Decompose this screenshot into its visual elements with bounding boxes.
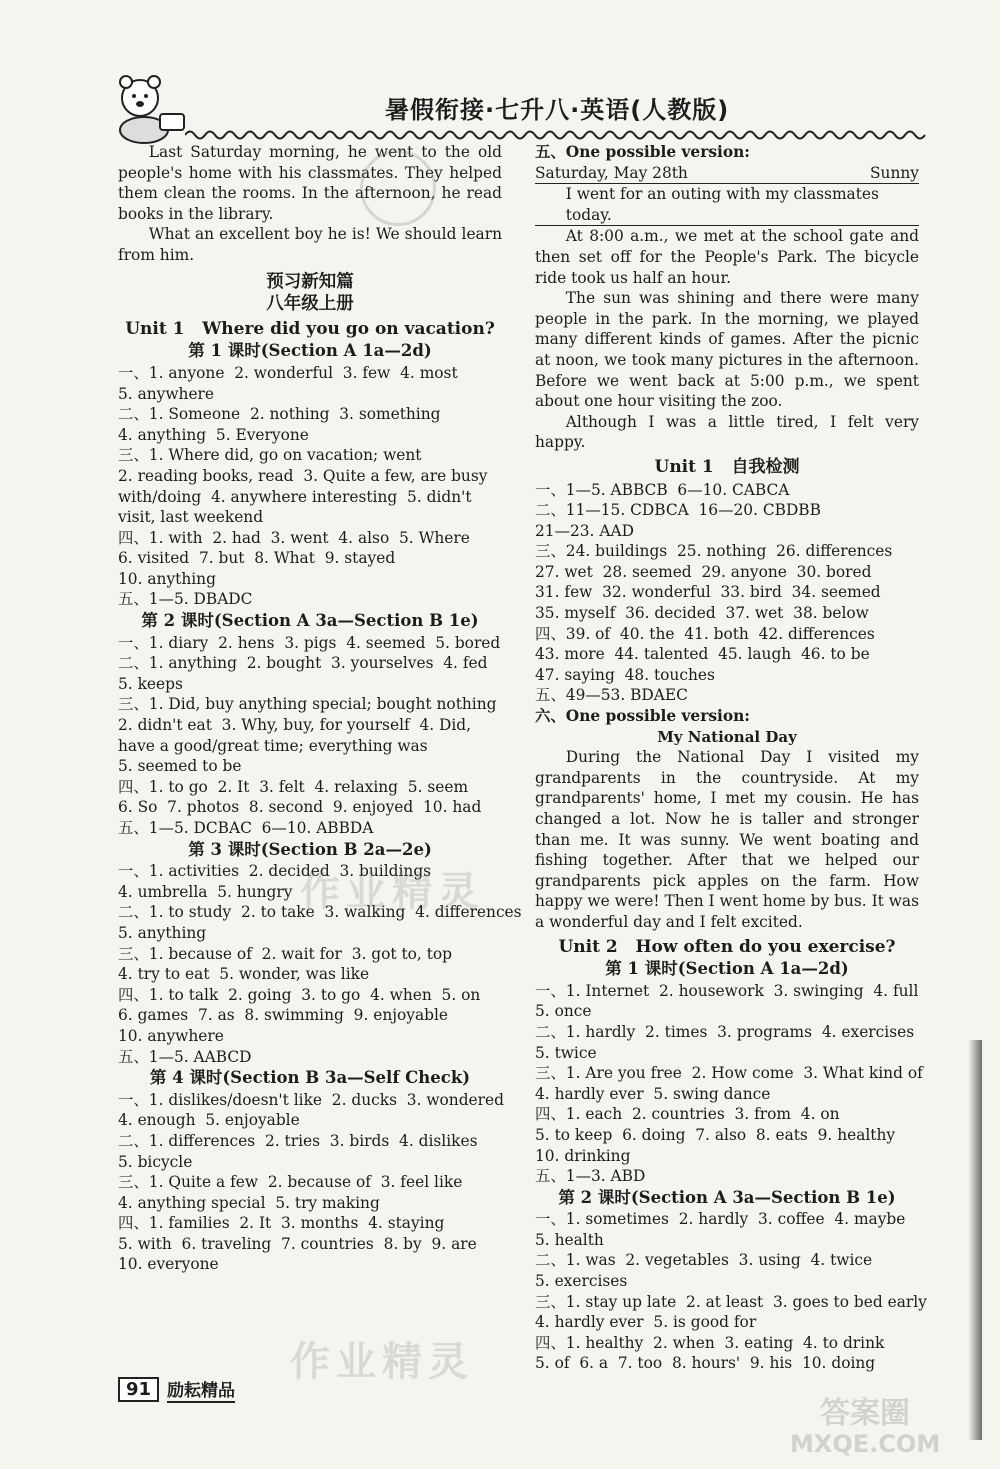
answer-line: 四、1. to go 2. It 3. felt 4. relaxing 5. seem bbox=[118, 777, 469, 796]
answer-line: 5. health bbox=[535, 1230, 604, 1249]
diary-paragraph: Although I was a little tired, I felt very happy. bbox=[535, 412, 919, 452]
answer-line: 二、1. was 2. vegetables 3. using 4. twice bbox=[535, 1251, 873, 1270]
answer-line: 三、1. stay up late 2. at least 3. goes to bed early bbox=[535, 1292, 927, 1311]
answer-line: 三、1. because of 2. wait for 3. got to, top bbox=[118, 944, 453, 963]
answer-line: 10. anything bbox=[118, 569, 216, 588]
answer-line: 一、1. Internet 2. housework 3. swinging 4. full bbox=[535, 981, 919, 1000]
answer-line: 三、1. Quite a few 2. because of 3. feel like bbox=[118, 1173, 463, 1192]
answer-line: 四、1. each 2. countries 3. from 4. on bbox=[535, 1105, 840, 1124]
passage-paragraph: Last Saturday morning, he went to the old people's home with his classmates. They helped them clean the rooms. In the afternoon, he read books in the library. bbox=[118, 143, 502, 223]
lesson4-title: 第 4 课时(Section B 3a—Self Check) bbox=[149, 1068, 471, 1088]
answer-line: 一、1. sometimes 2. hardly 3. coffee 4. maybe bbox=[535, 1210, 906, 1229]
page-spine-shadow bbox=[968, 1040, 982, 1440]
answer-line: 4. anything special 5. try making bbox=[118, 1193, 380, 1212]
answer-line: 4. umbrella 5. hungry bbox=[118, 882, 293, 901]
url-watermark: MXQE.COM bbox=[790, 1430, 941, 1458]
answer-line: 5. once bbox=[535, 1002, 592, 1021]
page-header bbox=[100, 60, 930, 150]
answer-line: 5. seemed to be bbox=[118, 757, 242, 776]
answer-line: 二、1. hardly 2. times 3. programs 4. exercises bbox=[535, 1022, 915, 1041]
essay-title: My National Day bbox=[657, 727, 797, 746]
bear-mascot-icon bbox=[110, 68, 190, 148]
answer-line: 三、1. Did, buy anything special; bought nothing bbox=[118, 695, 497, 714]
answer-line: 4. try to eat 5. wonder, was like bbox=[118, 965, 370, 984]
answer-line: 三、24. buildings 25. nothing 26. differences bbox=[535, 542, 893, 561]
diary-date-row bbox=[535, 163, 919, 185]
answer-line: 6. visited 7. but 8. What 9. stayed bbox=[118, 549, 396, 568]
answer-line: 4. hardly ever 5. is good for bbox=[535, 1313, 757, 1332]
selfcheck-title: Unit 1 自我检测 bbox=[654, 456, 800, 477]
answer-line: 27. wet 28. seemed 29. anyone 30. bored bbox=[535, 562, 872, 581]
lesson1-title: 第 1 课时(Section A 1a—2d) bbox=[188, 341, 432, 361]
answer-line: 四、1. to talk 2. going 3. to go 4. when 5. on bbox=[118, 985, 481, 1004]
part6-title: 六、One possible version: bbox=[535, 707, 750, 726]
lesson3-title: 第 3 课时(Section B 2a—2e) bbox=[188, 839, 432, 859]
diary-weather: Sunny bbox=[870, 163, 919, 182]
answer-line: 一、1. dislikes/doesn't like 2. ducks 3. wondered bbox=[118, 1090, 504, 1109]
diary-first-line: I went for an outing with my classmates today. bbox=[535, 184, 919, 226]
answer-line: 5. keeps bbox=[118, 674, 183, 693]
answer-line: 2. didn't eat 3. Why, buy, for yourself 4. Did, bbox=[118, 716, 472, 735]
answer-line: 10. drinking bbox=[535, 1146, 631, 1165]
u2-lesson1-title: 第 1 课时(Section A 1a—2d) bbox=[605, 959, 849, 979]
answer-line: 31. few 32. wonderful 33. bird 34. seemed bbox=[535, 583, 881, 602]
answer-line: 三、1. Are you free 2. How come 3. What kind of bbox=[535, 1064, 923, 1083]
stamp-watermark bbox=[360, 150, 436, 226]
bottom-watermark: 作业精灵 bbox=[290, 1339, 474, 1385]
answer-line: 4. hardly ever 5. swing dance bbox=[535, 1084, 771, 1103]
answer-line: with/doing 4. anywhere interesting 5. didn't bbox=[118, 487, 472, 506]
answer-line: 35. myself 36. decided 37. wet 38. below bbox=[535, 604, 869, 623]
section-title: 预习新知篇 bbox=[266, 271, 354, 292]
page-footer bbox=[118, 1372, 235, 1406]
answer-line: 一、1. diary 2. hens 3. pigs 4. seemed 5. bored bbox=[118, 633, 501, 652]
answer-line: 四、1. healthy 2. when 3. eating 4. to drink bbox=[535, 1333, 885, 1352]
answer-line: 5. anywhere bbox=[118, 384, 215, 403]
center-watermark: 作业精灵 bbox=[300, 869, 484, 915]
answer-line: have a good/great time; everything was bbox=[118, 736, 428, 755]
answer-line: 四、1. with 2. had 3. went 4. also 5. Where bbox=[118, 528, 470, 547]
answer-line: 三、1. Where did, go on vacation; went bbox=[118, 446, 422, 465]
grade-title: 八年级上册 bbox=[266, 294, 354, 315]
answer-line: 二、1. differences 2. tries 3. birds 4. dislikes bbox=[118, 1131, 478, 1150]
answer-line: 二、1. Someone 2. nothing 3. something bbox=[118, 405, 441, 424]
answer-line: 一、1. activities 2. decided 3. buildings bbox=[118, 862, 432, 881]
essay-body: During the National Day I visited my grandparents in the countryside. At my grandparents' home, I met my cousin. He has changed a lot. Now he is taller and stronger than me. It was sunny. We went boating and fishing together. After that we helped our grandparents pick apples on the farm. How happy we were! Then I went home by bus. It was a wonderful day and I felt excited. bbox=[535, 748, 919, 931]
footer-brand: 励耘精品 bbox=[167, 1376, 235, 1403]
left-column bbox=[118, 142, 522, 1275]
answer-line: 二、1. to study 2. to take 3. walking 4. differences bbox=[118, 903, 522, 922]
answer-line: 5. exercises bbox=[535, 1272, 628, 1291]
diary-date: Saturday, May 28th bbox=[535, 163, 688, 182]
part5-title: 五、One possible version: bbox=[535, 143, 750, 161]
answer-line: 5. to keep 6. doing 7. also 8. eats 9. healthy bbox=[535, 1125, 896, 1144]
selfcheck-answers bbox=[535, 480, 919, 707]
lesson1-answers bbox=[118, 363, 502, 610]
header-wave-divider bbox=[185, 128, 930, 142]
u2-lesson2-answers bbox=[535, 1209, 927, 1374]
corner-watermark: 答案圈 bbox=[820, 1396, 910, 1431]
answer-line: 5. twice bbox=[535, 1043, 597, 1062]
page-number: 91 bbox=[118, 1377, 159, 1402]
answer-line: 四、1. families 2. It 3. months 4. staying bbox=[118, 1214, 445, 1233]
diary-paragraph: At 8:00 a.m., we met at the school gate and then set off for the People's Park. The bicycle ride took us half an hour. bbox=[535, 227, 919, 287]
diary-paragraph: The sun was shining and there were many people in the park. In the morning, we played many different kinds of games. After the picnic at noon, we took many pictures in the afternoon. Before we went back at 5:00 p.m., we spent about one hour visiting the zoo. bbox=[535, 289, 919, 411]
lesson4-answers bbox=[118, 1090, 502, 1275]
answer-line: 5. of 6. a 7. too 8. hours' 9. his 10. doing bbox=[535, 1354, 876, 1373]
answer-line: 五、1—5. AABCD bbox=[118, 1047, 252, 1066]
answer-line: 2. reading books, read 3. Quite a few, are busy bbox=[118, 466, 488, 485]
unit1-title: Unit 1 Where did you go on vacation? bbox=[125, 318, 495, 339]
u2-lesson1-answers bbox=[535, 981, 923, 1187]
answer-line: 21—23. AAD bbox=[535, 521, 634, 540]
right-column bbox=[535, 142, 927, 1374]
answer-line: 五、1—3. ABD bbox=[535, 1167, 646, 1186]
answer-line: 五、49—53. BDAEC bbox=[535, 686, 688, 705]
answer-line: 4. anything 5. Everyone bbox=[118, 425, 309, 444]
answer-line: 二、11—15. CDBCA 16—20. CBDBB bbox=[535, 501, 821, 520]
answer-line: 四、39. of 40. the 41. both 42. differences bbox=[535, 624, 875, 643]
answer-line: visit, last weekend bbox=[118, 508, 264, 527]
answer-line: 6. games 7. as 8. swimming 9. enjoyable bbox=[118, 1006, 449, 1025]
u2-lesson2-title: 第 2 课时(Section A 3a—Section B 1e) bbox=[558, 1187, 896, 1207]
answer-line: 10. anywhere bbox=[118, 1026, 224, 1045]
lesson2-answers bbox=[118, 633, 502, 839]
answer-line: 5. with 6. traveling 7. countries 8. by 9. are bbox=[118, 1234, 477, 1253]
answer-line: 一、1—5. ABBCB 6—10. CABCA bbox=[535, 480, 790, 499]
answer-line: 6. So 7. photos 8. second 9. enjoyed 10. had bbox=[118, 798, 482, 817]
header-title: 暑假衔接·七升八·英语(人教版) bbox=[385, 96, 730, 124]
answer-line: 五、1—5. DBADC bbox=[118, 590, 253, 609]
answer-line: 43. more 44. talented 45. laugh 46. to be bbox=[535, 645, 870, 664]
answer-line: 47. saying 48. touches bbox=[535, 665, 715, 684]
answer-line: 五、1—5. DCBAC 6—10. ABBDA bbox=[118, 819, 374, 837]
answer-line: 二、1. anything 2. bought 3. yourselves 4. fed bbox=[118, 654, 488, 673]
unit2-title: Unit 2 How often do you exercise? bbox=[558, 936, 896, 957]
lesson2-title: 第 2 课时(Section A 3a—Section B 1e) bbox=[141, 611, 479, 631]
answer-line: 4. enough 5. enjoyable bbox=[118, 1111, 300, 1130]
answer-line: 5. anything bbox=[118, 923, 207, 942]
answer-line: 10. everyone bbox=[118, 1255, 219, 1274]
answer-line: 5. bicycle bbox=[118, 1152, 193, 1171]
answer-line: 一、1. anyone 2. wonderful 3. few 4. most bbox=[118, 363, 458, 382]
passage-paragraph: What an excellent boy he is! We should learn from him. bbox=[118, 225, 502, 264]
